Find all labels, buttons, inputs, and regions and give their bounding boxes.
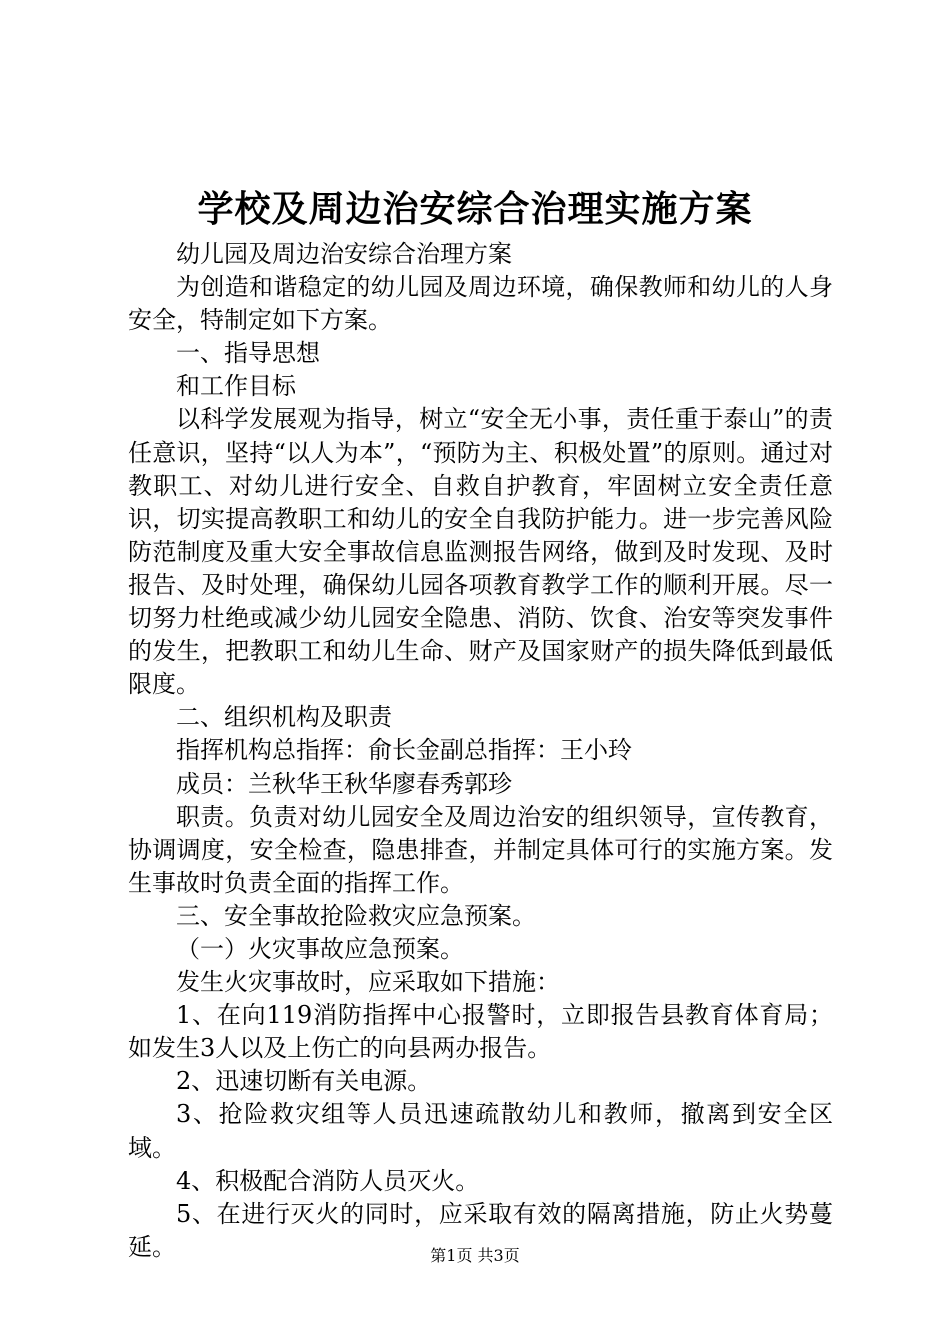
- list-item: 5、在进行灭火的同时，应采取有效的隔离措施，防止火势蔓延。: [128, 1199, 833, 1261]
- paragraph: 和工作目标: [176, 372, 296, 401]
- paragraph: 以科学发展观为指导，树立“安全无小事，责任重于泰山”的责任意识，坚持“以人为本”，“预防为主、积极处置”的原则。通过对教职工、对幼儿进行安全、自救自护教育，牢固树立安全责任意识，切实提高教职工和幼儿的安全自我防护能力。进一步完善风险防范制度及重大安全事故信息监测报告网络，做到及时发现、及时报告、及时处理，确保幼儿园各项教育教学工作的顺利开展。尽一切努力杜绝或减少幼儿园安全隐患、消防、饮食、治安等突发事件的发生，把教职工和幼儿生命、财产及国家财产的损失降低到最低限度。: [128, 405, 833, 699]
- paragraph: 职责。负责对幼儿园安全及周边治安的组织领导，宣传教育，协调调度，安全检查，隐患排查，并制定具体可行的实施方案。发生事故时负责全面的指挥工作。: [128, 802, 833, 897]
- list-item: 2、迅速切断有关电源。: [176, 1067, 432, 1096]
- section-heading: 一、指导思想: [176, 339, 320, 368]
- document-title: 学校及周边治安综合治理实施方案: [197, 188, 753, 230]
- subsection-heading: （一）火灾事故应急预案。: [176, 934, 464, 963]
- section-heading: 三、安全事故抢险救灾应急预案。: [176, 901, 536, 930]
- list-item: 1、在向119消防指挥中心报警时，立即报告县教育体育局；如发生3人以及上伤亡的向县两办报告。: [128, 1001, 833, 1063]
- paragraph: 幼儿园及周边治安综合治理方案: [176, 240, 512, 268]
- paragraph: 为创造和谐稳定的幼儿园及周边环境，确保教师和幼儿的人身安全，特制定如下方案。: [128, 273, 833, 335]
- list-item: 4、积极配合消防人员灭火。: [176, 1166, 480, 1195]
- document-body: [128, 238, 833, 1264]
- paragraph: 发生火灾事故时，应采取如下措施：: [176, 968, 560, 997]
- page-footer: 第1页 共3页: [430, 1246, 520, 1265]
- list-item: 3、抢险救灾组等人员迅速疏散幼儿和教师，撤离到安全区域。: [128, 1100, 833, 1162]
- section-heading: 二、组织机构及职责: [176, 703, 392, 732]
- paragraph: 成员：兰秋华王秋华廖春秀郭珍: [176, 769, 512, 798]
- paragraph: 指挥机构总指挥：俞长金副总指挥：王小玲: [176, 736, 632, 765]
